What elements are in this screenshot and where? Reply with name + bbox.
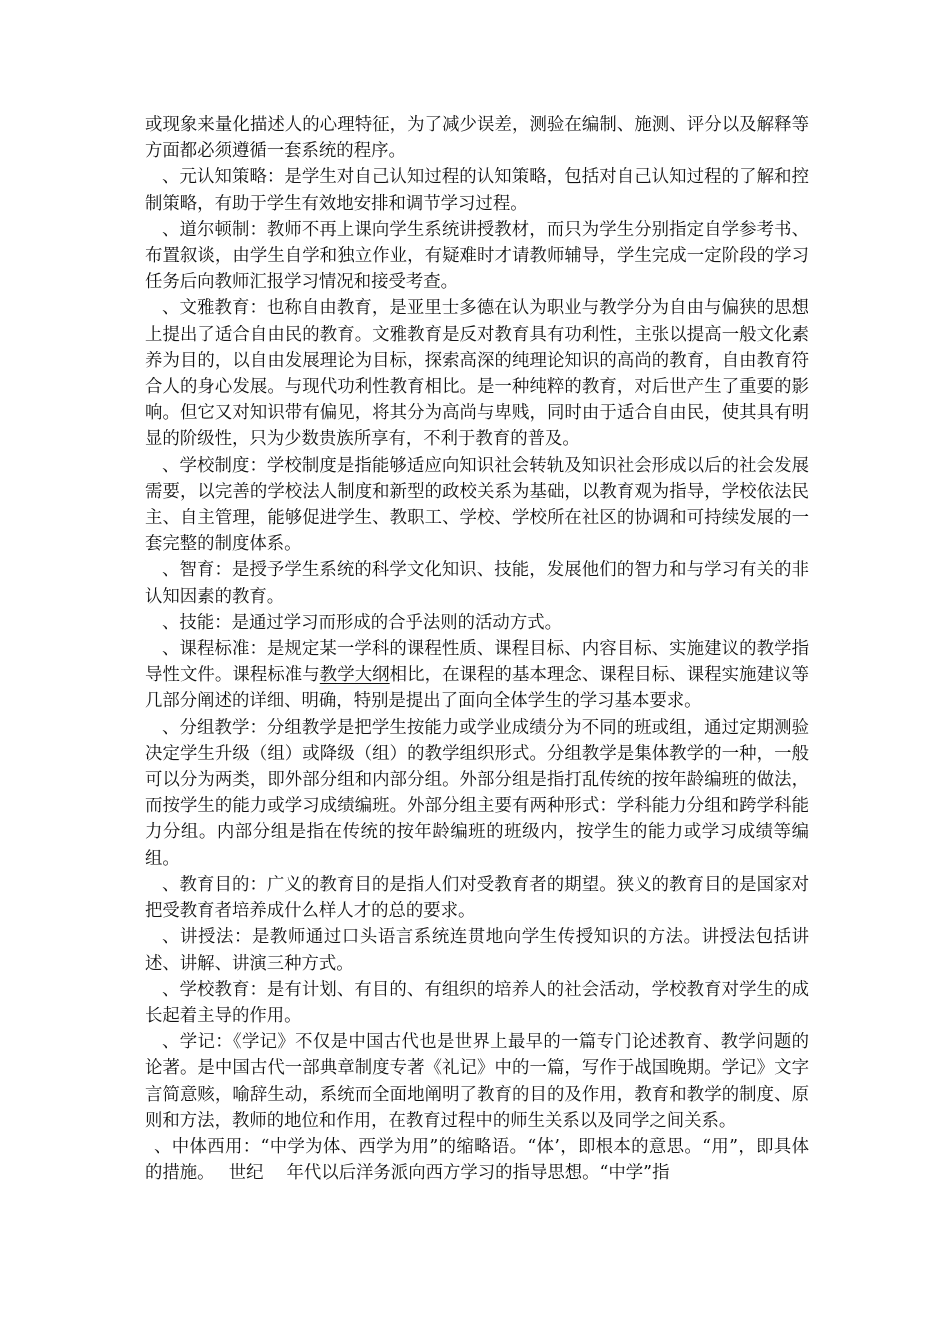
curriculum-standard-text-after: 相比，在课程的基本理念、课程目标、课程实施建议等几部分阐述的详细、明确，特别是提出了面向全体学生的学习基本要求。: [145, 665, 809, 712]
paragraph-intellectual-education: 、智育：是授予学生系统的科学文化知识、技能，发展他们的智力和与学习有关的非认知因素的教育。: [145, 560, 809, 607]
syllabus-link[interactable]: 教学大纲: [319, 665, 390, 686]
paragraph-zhongti-xiyong: 、中体西用：“中学为体、西学为用”的缩略语。“体’，即根本的意思。“用”，即具体的措施。 世纪 年代以后洋务派向西方学习的指导思想。“中学”指: [145, 1136, 809, 1184]
paragraph-school-system: 、学校制度：学校制度是指能够适应向知识社会转轨及知识社会形成以后的社会发展需要，以完善的学校法人制度和新型的政校关系为基础，以教育观为指导，学校依法民主、自主管理，能够促进学生、教职工、学校、学校所在社区的协调和可持续发展的一套完整的制度体系。: [145, 455, 809, 555]
document-page: [145, 112, 809, 1186]
paragraph-school-education: 、学校教育：是有计划、有目的、有组织的培养人的社会活动，学校教育对学生的成长起着主导的作用。: [145, 979, 809, 1026]
paragraph-dalton-plan: 、道尔顿制：教师不再上课向学生系统讲授教材，而只为学生分别指定自学参考书、布置叙谈，由学生自学和独立作业，有疑难时才请教师辅导，学生完成一定阶段的学习任务后向教师汇报学习情况和接受考查。: [145, 219, 809, 293]
paragraph-skill: 、技能：是通过学习而形成的合乎法则的活动方式。: [162, 612, 562, 633]
curriculum-standard-text-before: 、课程标准：是规定某一学科的课程性质、课程目标、内容目标、实施建议的教学指导性文件。课程标准与: [145, 639, 809, 686]
paragraph-liberal-education: 、文雅教育：也称自由教育，是亚里士多德在认为职业与教学分为自由与偏狭的思想上提出了适合自由民的教育。文雅教育是反对教育具有功利性，主张以提高一般文化素养为目的，以自由发展理论为目标，探索高深的纯理论知识的高尚的教育，自由教育符合人的身心发展。与现代功利性教育相比。是一种纯粹的教育，对后世产生了重要的影响。但它又对知识带有偏见，将其分为高尚与卑贱，同时由于适合自由民，使其具有明显的阶级性，只为少数贵族所享有，不利于教育的普及。: [145, 298, 809, 450]
paragraph-lecture-method: 、讲授法：是教师通过口头语言系统连贯地向学生传授知识的方法。讲授法包括讲述、讲解、讲演三种方式。: [145, 927, 809, 974]
paragraph-xueji: 、学记：《学记》不仅是中国古代也是世界上最早的一篇专门论述教育、教学问题的论著。是中国古代一部典章制度专著《礼记》中的一篇，写作于战国晚期。学记》文字言简意赅，喻辞生动，系统而全面地阐明了教育的目的及作用，教育和教学的制度、原则和方法，教师的地位和作用，在教育过程中的师生关系以及同学之间关系。: [145, 1032, 809, 1131]
paragraph-curriculum-standard: [145, 636, 809, 715]
paragraph-psych-test-continuation: 或现象来量化描述人的心理特征，为了减少误差，测验在编制、施测、评分以及解释等方面都必须遵循一套系统的程序。: [145, 115, 809, 162]
paragraph-educational-aim: 、教育目的：广义的教育目的是指人们对受教育者的期望。狭义的教育目的是国家对把受教育者培养成什么样人才的总的要求。: [145, 874, 809, 922]
paragraph-metacognitive-strategy: 、元认知策略：是学生对自己认知过程的认知策略，包括对自己认知过程的了解和控制策略，有助于学生有效地安排和调节学习过程。: [145, 167, 809, 214]
paragraph-grouped-teaching: 、分组教学：分组教学是把学生按能力或学业成绩分为不同的班或组，通过定期测验决定学生升级（组）或降级（组）的教学组织形式。分组教学是集体教学的一种，一般可以分为两类，即外部分组和内部分组。外部分组是指打乱传统的按年龄编班的做法，而按学生的能力或学习成绩编班。外部分组主要有两种形式：学科能力分组和跨学科能力分组。内部分组是指在传统的按年龄编班的班级内，按学生的能力或学习成绩等编组。: [145, 717, 809, 869]
